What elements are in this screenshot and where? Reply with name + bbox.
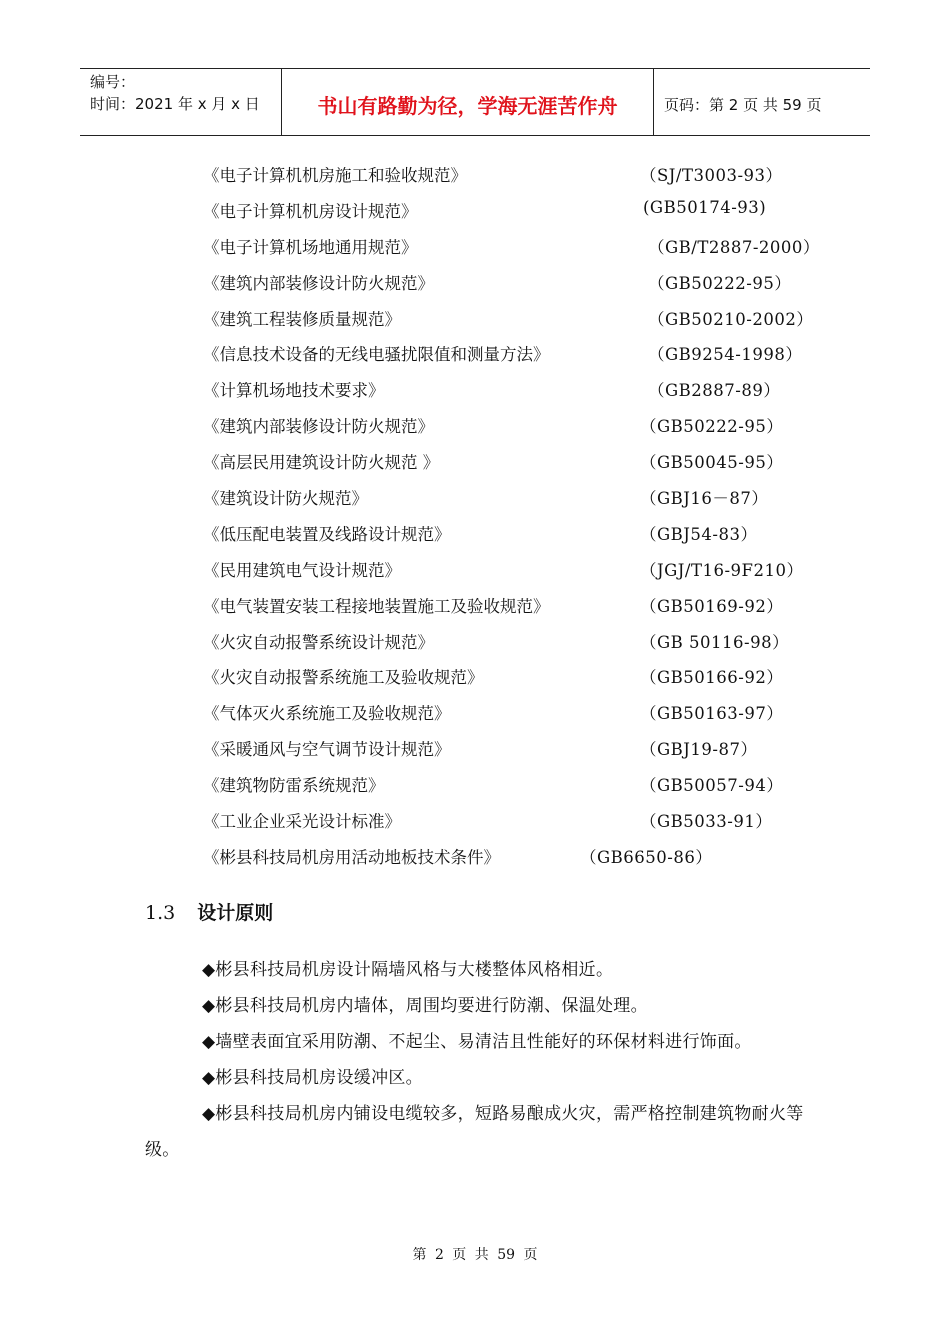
standard-code: （GB50163-97）	[640, 704, 784, 724]
standard-row	[0, 656, 950, 692]
document-date: 时间：2021 年 x 月 x 日	[90, 95, 260, 113]
standard-code: （GB50222-95）	[648, 273, 792, 293]
design-principles	[145, 952, 815, 1168]
document-number-label: 编号：	[90, 73, 136, 91]
standard-row	[0, 441, 950, 477]
standard-code: （GBJ16－87）	[640, 489, 769, 509]
standard-row	[0, 333, 950, 369]
standard-code: （GB5033-91）	[640, 812, 773, 832]
standard-name: 《火灾自动报警系统施工及验收规范》	[203, 668, 484, 688]
header-motto: 书山有路勤为径，学海无涯苦作舟	[282, 69, 654, 135]
section-heading	[145, 898, 273, 925]
standard-name: 《采暖通风与空气调节设计规范》	[203, 740, 451, 760]
standard-row	[0, 513, 950, 549]
standard-code: （GB50045-95）	[640, 453, 784, 473]
header-meta	[80, 69, 282, 135]
standard-code: （GB 50116-98）	[640, 632, 790, 652]
standard-name: 《火灾自动报警系统设计规范》	[203, 632, 434, 652]
standard-name: 《建筑工程装修质量规范》	[203, 309, 401, 329]
standard-row	[0, 405, 950, 441]
principle-item: ◆彬县科技局机房设计隔墙风格与大楼整体风格相近。	[202, 960, 614, 980]
header-page-info: 页码：第 2 页 共 59 页	[664, 95, 822, 114]
standard-row	[0, 477, 950, 513]
standard-name: 《建筑设计防火规范》	[203, 489, 368, 509]
standard-name: 《电子计算机机房设计规范》	[203, 201, 418, 221]
standard-row	[0, 728, 950, 764]
standard-row	[0, 369, 950, 405]
standard-row	[0, 226, 950, 262]
standard-code: （GB/T2887-2000）	[648, 237, 820, 257]
principle-item: ◆墙壁表面宜采用防潮、不起尘、易清洁且性能好的环保材料进行饰面。	[202, 1032, 752, 1052]
standard-code: （GB6650-86）	[580, 847, 713, 867]
standard-name: 《信息技术设备的无线电骚扰限值和测量方法》	[203, 345, 550, 365]
standard-name: 《气体灭火系统施工及验收规范》	[203, 704, 451, 724]
standard-name: 《高层民用建筑设计防火规范 》	[203, 453, 440, 473]
principle-item: ◆彬县科技局机房设缓冲区。	[202, 1068, 423, 1088]
standard-row	[0, 298, 950, 334]
standard-name: 《低压配电装置及线路设计规范》	[203, 524, 451, 544]
standard-name: 《建筑内部装修设计防火规范》	[203, 273, 434, 293]
standard-name: 《建筑物防雷系统规范》	[203, 776, 385, 796]
section-number: 1.3	[145, 902, 176, 924]
standard-row	[0, 262, 950, 298]
standard-code: （GB9254-1998）	[648, 345, 803, 365]
standard-code: （GBJ54-83）	[640, 524, 758, 544]
standard-name: 《工业企业采光设计标准》	[203, 812, 401, 832]
principle-item: ◆彬县科技局机房内墙体，周围均要进行防潮、保温处理。	[202, 996, 648, 1016]
standard-row	[0, 585, 950, 621]
standard-name: 《民用建筑电气设计规范》	[203, 560, 401, 580]
principle-item: ◆彬县科技局机房内铺设电缆较多，短路易酿成火灾，需严格控制建筑物耐火等级。	[145, 1104, 804, 1160]
standard-code: （JGJ/T16-9F210）	[640, 560, 804, 580]
standard-code: （GB50210-2002）	[648, 309, 814, 329]
standard-row	[0, 764, 950, 800]
standard-row	[0, 836, 950, 872]
standard-row	[0, 692, 950, 728]
page-header	[80, 68, 870, 136]
standard-name: 《建筑内部装修设计防火规范》	[203, 417, 434, 437]
page-footer: 第 2 页 共 59 页	[412, 1247, 538, 1263]
standard-name: 《彬县科技局机房用活动地板技术条件》	[203, 847, 500, 867]
section-title: 设计原则	[197, 902, 274, 924]
standard-name: 《电子计算机机房施工和验收规范》	[203, 166, 467, 185]
standard-name: 《电子计算机场地通用规范》	[203, 237, 418, 257]
standard-code: （GB2887-89）	[648, 381, 781, 401]
standard-name: 《电气装置安装工程接地装置施工及验收规范》	[203, 596, 550, 616]
standard-code: （GBJ19-87）	[640, 740, 758, 760]
standard-code: （GB50169-92）	[640, 596, 784, 616]
standard-code: （GB50057-94）	[640, 776, 784, 796]
standard-code: （GB50166-92）	[640, 668, 784, 688]
standard-code: （GB50222-95）	[640, 417, 784, 437]
standard-row	[0, 190, 950, 226]
standard-name: 《计算机场地技术要求》	[203, 381, 385, 401]
standard-code: （SJ/T3003-93）	[640, 166, 783, 185]
standard-row	[0, 154, 950, 190]
standard-row	[0, 549, 950, 585]
standards-list	[0, 154, 950, 872]
standard-code: (GB50174-93)	[643, 197, 767, 217]
standard-row	[0, 621, 950, 657]
standard-row	[0, 800, 950, 836]
